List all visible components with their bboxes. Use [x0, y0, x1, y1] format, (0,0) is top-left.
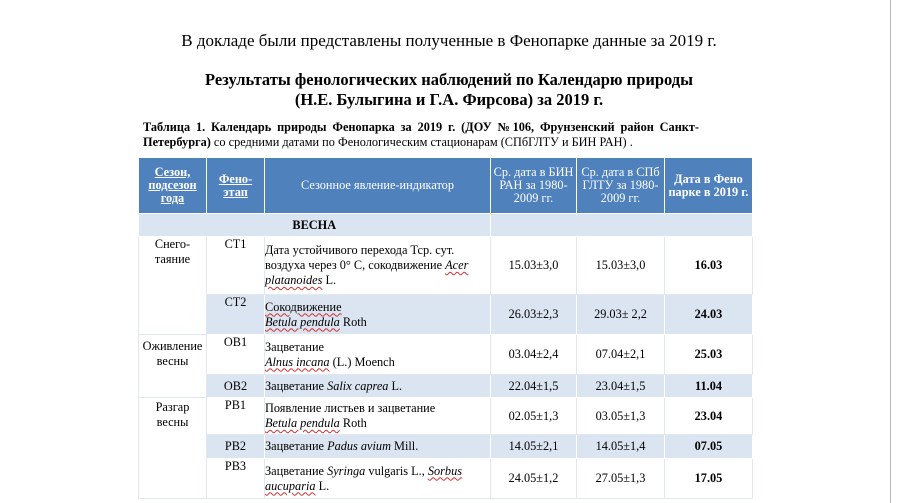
- header-bin: Ср. дата в БИН РАН за 1980-2009 гг.: [491, 158, 577, 214]
- table-caption: [143, 120, 699, 150]
- row-event: Зацветание Syringa vulgaris L., Sorbus aucuparia L.: [265, 459, 491, 499]
- table-header-row: [139, 158, 753, 214]
- row-event: Зацветание Alnus incana (L.) Moench: [265, 335, 491, 375]
- season-label: ВЕСНА: [139, 214, 491, 237]
- row-event: Зацветание Padus avium Mill.: [265, 435, 491, 459]
- row-code: РВ1: [207, 398, 265, 435]
- row-bin-date: 24.05±1,2: [491, 459, 577, 499]
- row-spb-date: 15.03±3,0: [577, 237, 665, 295]
- row-park-date: 25.03: [665, 335, 753, 375]
- row-bin-date: 22.04±1,5: [491, 375, 577, 398]
- table-row: [139, 435, 753, 459]
- header-phase: Фено-этап: [207, 158, 265, 214]
- group-revival: Оживление весны: [139, 335, 207, 398]
- group-snow: Снего-таяние: [139, 237, 207, 335]
- row-code: СТ2: [207, 295, 265, 335]
- row-park-date: 17.05: [665, 459, 753, 499]
- row-bin-date: 14.05±2,1: [491, 435, 577, 459]
- table-row: [139, 459, 753, 499]
- caption-bold: Таблица 1. Календарь природы Фенопарка за 2019 г. (ДОУ №106, Фрунзенский район Санкт-Петербурга): [143, 120, 699, 149]
- row-park-date: 24.03: [665, 295, 753, 335]
- row-spb-date: 23.04±1,5: [577, 375, 665, 398]
- header-season: Сезон, подсезон года: [139, 158, 207, 214]
- intro-text: В докладе были представлены полученные в Фенопарке данные за 2019 г.: [181, 31, 717, 50]
- table-row: [139, 398, 753, 435]
- row-code: РВ2: [207, 435, 265, 459]
- season-row: [139, 214, 753, 237]
- phenology-table: [138, 157, 753, 499]
- row-event: Дата устойчивого перехода Тср. сут. воздуха через 0° С, сокодвижение Acer platanoides L.: [265, 237, 491, 295]
- heading-line-2: (Н.Е. Булыгина и Г.А. Фирсова) за 2019 г.: [294, 90, 604, 109]
- row-code: ОВ2: [207, 375, 265, 398]
- row-event: Сокодвижение Betula pendula Roth: [265, 295, 491, 335]
- row-spb-date: 07.04±2,1: [577, 335, 665, 375]
- group-peak: Разгар весны: [139, 398, 207, 499]
- row-park-date: 23.04: [665, 398, 753, 435]
- row-bin-date: 26.03±2,3: [491, 295, 577, 335]
- row-spb-date: 03.05±1,3: [577, 398, 665, 435]
- header-spb: Ср. дата в СПб ГЛТУ за 1980-2009 гг.: [577, 158, 665, 214]
- row-park-date: 11.04: [665, 375, 753, 398]
- row-park-date: 07.05: [665, 435, 753, 459]
- row-code: СТ1: [207, 237, 265, 295]
- caption-normal: со средними датами по Фенологическим стационарам (СПбГЛТУ и БИН РАН) .: [210, 135, 633, 149]
- row-code: ОВ1: [207, 335, 265, 375]
- season-row-empty: [491, 214, 753, 237]
- table-row: [139, 335, 753, 375]
- row-bin-date: 15.03±3,0: [491, 237, 577, 295]
- row-bin-date: 03.04±2,4: [491, 335, 577, 375]
- header-park: Дата в Фено парке в 2019 г.: [665, 158, 753, 214]
- row-event: Зацветание Salix caprea L.: [265, 375, 491, 398]
- table-row: [139, 295, 753, 335]
- row-spb-date: 29.03± 2,2: [577, 295, 665, 335]
- table-row: [139, 375, 753, 398]
- row-bin-date: 02.05±1,3: [491, 398, 577, 435]
- row-event: Появление листьев и зацветание Betula pendula Roth: [265, 398, 491, 435]
- heading-line-1: Результаты фенологических наблюдений по Календарю природы: [204, 70, 694, 89]
- row-code: РВ3: [207, 459, 265, 499]
- header-event: Сезонное явление-индикатор: [265, 158, 491, 214]
- row-spb-date: 27.05±1,3: [577, 459, 665, 499]
- table-row: [139, 237, 753, 295]
- document-heading: [0, 70, 898, 110]
- row-spb-date: 14.05±1,4: [577, 435, 665, 459]
- row-park-date: 16.03: [665, 237, 753, 295]
